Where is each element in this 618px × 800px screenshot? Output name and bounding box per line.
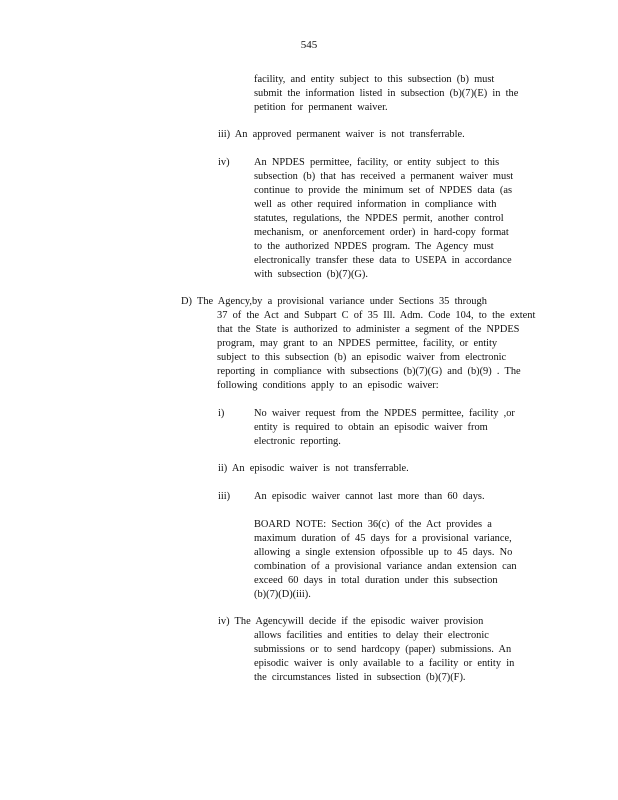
text-line: with subsection (b)(7)(G). (254, 269, 368, 280)
item-iv-paragraph (254, 156, 513, 282)
text-line: BOARD NOTE: Section 36(c) of the Act provides a (254, 519, 492, 530)
item-iii-label: iii) (218, 491, 231, 502)
text-line: reporting in compliance with subsections (b)(7)(G) and (b)(9) . The (217, 366, 521, 377)
text-line: that the State is authorized to administer a segment of the NPDES (217, 324, 520, 335)
text-line: No waiver request from the NPDES permittee, facility ,or (254, 408, 515, 419)
text-line: electronic reporting. (254, 436, 341, 447)
text-line: to the authorized NPDES program. The Agency must (254, 241, 494, 252)
board-note (254, 518, 517, 602)
text-line: well as other required information in compliance with (254, 199, 497, 210)
text-line: An episodic waiver cannot last more than 60 days. (254, 491, 485, 502)
text-line: the circumstances listed in subsection (b)(7)(F). (254, 672, 466, 683)
text-line: petition for permanent waiver. (254, 102, 388, 113)
section-d-paragraph (217, 309, 535, 393)
item-i-paragraph (254, 407, 515, 449)
text-line: exceed 60 days in total duration under this subsection (254, 575, 498, 586)
text-line: ii) An episodic waiver is not transferrable. (218, 463, 409, 474)
text-line: (b)(7)(D)(iii). (254, 589, 311, 600)
item-i-label: i) (218, 408, 225, 419)
text-line: mechanism, or anenforcement order) in hard-copy format (254, 227, 509, 238)
text-line: An NPDES permittee, facility, or entity subject to this (254, 157, 500, 168)
text-line: statutes, regulations, the NPDES permit, another control (254, 213, 504, 224)
text-line: D) The Agency,by a provisional variance under Sections 35 through (181, 296, 487, 307)
page-number: 545 (300, 39, 318, 51)
text-line: subsection (b) that has received a permanent waiver must (254, 171, 514, 182)
section-d-first-line (181, 295, 487, 309)
text-line: facility, and entity subject to this subsection (b) must (254, 74, 495, 85)
text-line: electronically transfer these data to USEPA in accordance (254, 255, 512, 266)
text-line: submit the information listed in subsection (b)(7)(E) in the (254, 88, 519, 99)
item-iv-episodic-paragraph (254, 629, 514, 685)
text-line: combination of a provisional variance andan extension can (254, 561, 517, 572)
item-ii (218, 462, 409, 476)
text-line: iv) The Agencywill decide if the episodic waiver provision (218, 616, 484, 627)
text-line: allowing a single extension ofpossible up to 45 days. No (254, 547, 513, 558)
text-line: 37 of the Act and Subpart C of 35 Ill. Adm. Code 104, to the extent (217, 310, 536, 321)
text-line: program, may grant to an NPDES permittee, facility, or entity (217, 338, 498, 349)
text-line: iii) An approved permanent waiver is not transferrable. (218, 129, 465, 140)
text-line: episodic waiver is only available to a facility or entity in (254, 658, 515, 669)
item-iv-episodic-first-line (218, 615, 483, 629)
text-line: subject to this subsection (b) an episodic waiver from electronic (217, 352, 507, 363)
text-line: submissions or to send hardcopy (paper) submissions. An (254, 644, 512, 655)
text-line: maximum duration of 45 days for a provisional variance, (254, 533, 512, 544)
continuation-paragraph (254, 73, 518, 115)
item-iii-permanent (218, 128, 465, 142)
text-line: continue to provide the minimum set of NPDES data (as (254, 185, 513, 196)
item-iii-paragraph (254, 490, 485, 504)
text-line: entity is required to obtain an episodic waiver from (254, 422, 488, 433)
text-line: following conditions apply to an episodic waiver: (217, 380, 439, 391)
text-line: allows facilities and entities to delay their electronic (254, 630, 489, 641)
item-iv-label: iv) (218, 157, 230, 168)
